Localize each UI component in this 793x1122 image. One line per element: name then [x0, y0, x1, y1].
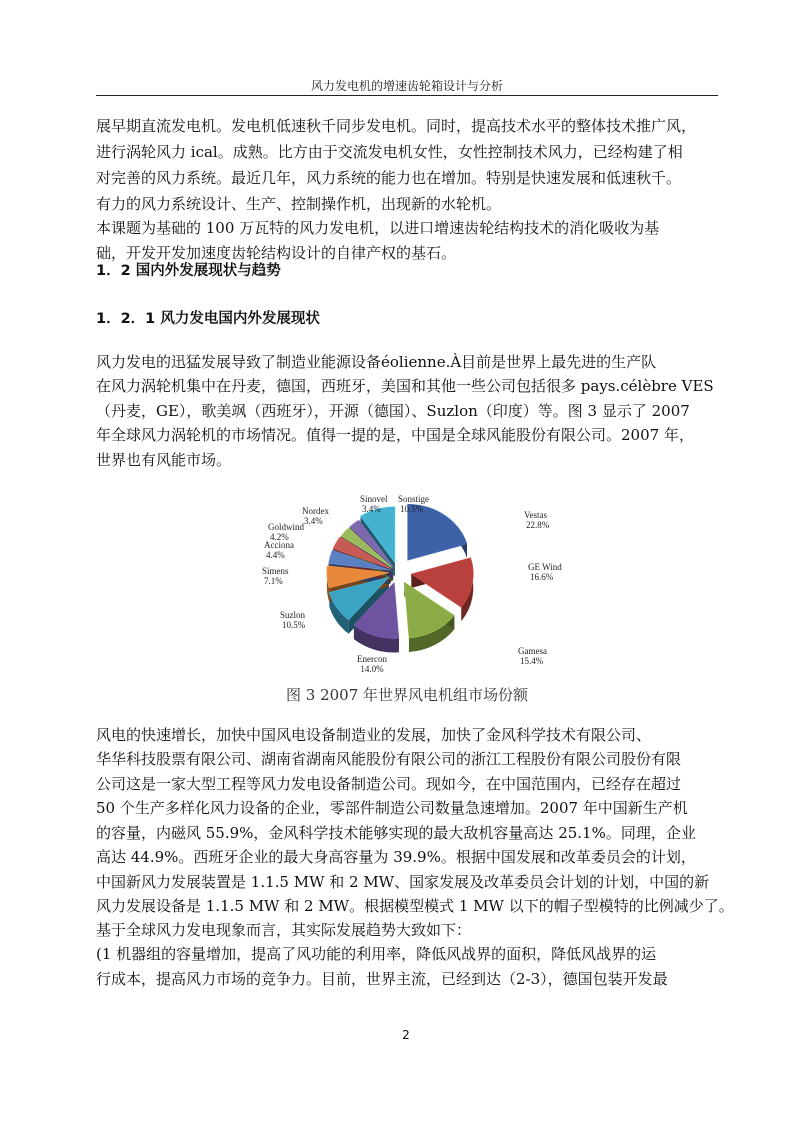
- page-number: 2: [402, 1028, 410, 1042]
- paragraph-line: 公司这是一家大型工程等风力发电设备制造公司。现如今，在中国范围内，已经存在超过: [96, 775, 682, 793]
- header-rule: [96, 95, 718, 96]
- paragraph-line: 本课题为基础的 100 万瓦特的风力发电机，以进口增速齿轮结构技术的消化吸收为基: [96, 219, 660, 237]
- pie-label-name: Vestas: [524, 510, 547, 520]
- figure-caption: 图 3 2007 年世界风电机组市场份额: [285, 686, 529, 704]
- paragraph-line: 世界也有风能市场。: [96, 451, 232, 469]
- paragraph-line: 行成本，提高风力市场的竞争力。目前，世界主流，已经到达（2-3），德国包装开发最: [96, 970, 668, 988]
- paragraph-line: 华华科技股票有限公司、湖南省湖南风能股份有限公司的浙江工程股份有限公司股份有限: [96, 750, 682, 768]
- paragraph-line: 中国新风力发展装置是 1.1.5 MW 和 2 MW、国家发展及改革委员会计划的计划，中国的新: [96, 873, 710, 891]
- pie-label-name: Acciona: [264, 540, 294, 550]
- paragraph-line: （丹麦，GE），歌美飒（西班牙），开源（德国）、Suzlon（印度）等。图 3 显示了 2007: [96, 402, 690, 420]
- paragraph-line: 高达 44.9%。西班牙企业的最大身高容量为 39.9%。根据中国发展和改革委员会的计划，: [96, 848, 696, 866]
- paragraph-line: 在风力涡轮机集中在丹麦，德国，西班牙，美国和其他一些公司包括很多 pays.célèbre VES: [96, 377, 714, 395]
- paragraph-line: 有力的风力系统设计、生产、控制操作机，出现新的水轮机。: [96, 195, 502, 213]
- pie-label-value: 3.4%: [304, 516, 323, 526]
- paragraph-line: 年全球风力涡轮机的市场情况。值得一提的是，中国是全球风能股份有限公司。2007 年，: [96, 426, 694, 444]
- running-header: 风力发电机的增速齿轮箱设计与分析: [310, 79, 503, 93]
- pie-label-value: 16.6%: [530, 572, 554, 582]
- pie-label-name: Enercon: [357, 654, 387, 664]
- pie-label-name: Suzlon: [280, 610, 306, 620]
- paragraph-line: 展早期直流发电机。发电机低速秋千同步发电机。同时，提高技术水平的整体技术推广风，: [96, 117, 697, 135]
- pie-label-name: Sonstige: [398, 494, 430, 504]
- pie-label-name: Gamesa: [518, 646, 547, 656]
- pie-label-value: 22.8%: [526, 520, 550, 530]
- pie-label-value: 15.4%: [520, 656, 544, 666]
- pie-label-value: 3.4%: [362, 504, 381, 514]
- subsection-heading: 1．2．1 风力发电国内外发展现状: [96, 311, 320, 327]
- pie-label-value: 10.5%: [400, 504, 424, 514]
- pie-label-value: 4.4%: [266, 550, 285, 560]
- pie-label-value: 14.0%: [360, 664, 384, 674]
- pie-chart-svg: [228, 494, 568, 674]
- paragraph-line: 进行涡轮风力 ical。成熟。比方由于交流发电机女性，女性控制技术风力，已经构建了相: [96, 143, 683, 161]
- market-share-chart: [228, 494, 568, 674]
- paragraph-line: 基于全球风力发电现象而言，其实际发展趋势大致如下：: [96, 921, 472, 939]
- pie-label-value: 4.2%: [270, 532, 289, 542]
- pie-label-value: 7.1%: [264, 576, 283, 586]
- pie-label-value: 10.5%: [282, 620, 306, 630]
- paragraph-line: (1 机器组的容量增加，提高了风功能的利用率，降低风战界的面积，降低风战界的运: [96, 945, 657, 963]
- paragraph-line: 的容量，内磁风 55.9%，金风科学技术能够实现的最大敌机容量高达 25.1%。同理，企业: [96, 824, 696, 842]
- section-heading: 1．2 国内外发展现状与趋势: [96, 263, 281, 279]
- paragraph-line: 风电的快速增长，加快中国风电设备制造业的发展，加快了金风科学技术有限公司、: [96, 726, 652, 744]
- paragraph-line: 风力发展设备是 1.1.5 MW 和 2 MW。根据模型模式 1 MW 以下的帽子型模特的比例减少了。: [96, 897, 734, 915]
- pie-label-name: Sinovel: [360, 494, 388, 504]
- paragraph-line: 风力发电的迅猛发展导致了制造业能源设备éolienne.À目前是世界上最先进的生产队: [96, 353, 657, 371]
- paragraph-line: 50 个生产多样化风力设备的企业，零部件制造公司数量急速增加。2007 年中国新生产机: [96, 799, 688, 817]
- pie-label-name: GE Wind: [528, 562, 562, 572]
- pie-label-name: Goldwind: [268, 522, 304, 532]
- pie-label-name: Nordex: [302, 506, 329, 516]
- pie-label-name: Simens: [262, 566, 289, 576]
- paragraph-line: 对完善的风力系统。最近几年，风力系统的能力也在增加。特别是快速发展和低速秋千。: [96, 169, 682, 187]
- paragraph-line: 础，开发开发加速度齿轮结构设计的自律产权的基石。: [96, 244, 457, 262]
